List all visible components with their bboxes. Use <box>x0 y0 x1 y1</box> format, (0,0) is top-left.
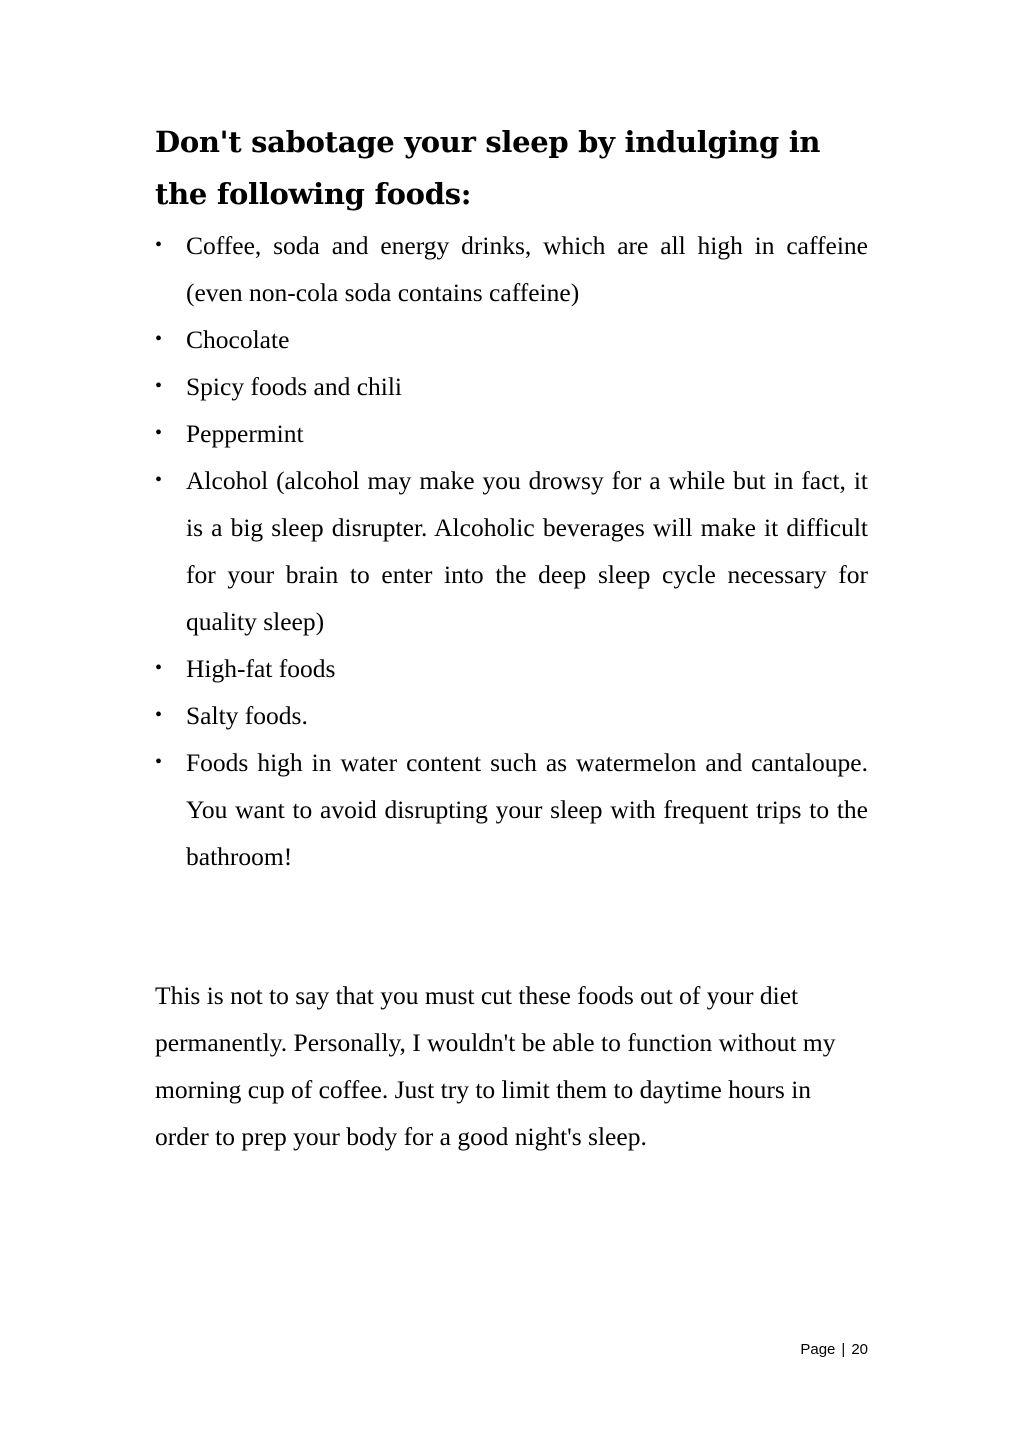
list-item-text: Peppermint <box>186 419 304 448</box>
page-number-footer <box>800 1340 868 1360</box>
list-item-text: High-fat foods <box>186 654 336 683</box>
footer-separator: | <box>841 1341 846 1358</box>
bullet-icon: • <box>155 234 163 256</box>
list-item <box>155 363 868 410</box>
bullet-icon: • <box>155 328 163 350</box>
list-item <box>155 645 868 692</box>
list-item <box>155 316 868 363</box>
list-item-text: Chocolate <box>186 325 290 354</box>
list-item-text: Salty foods. <box>186 701 308 730</box>
list-item-text: Alcohol (alcohol may make you drowsy for a while but in fact, it is a big sleep disrupter. Alcoholic beverages will make it difficult for your brain to enter into the deep sleep cycle necessary for quality sleep) <box>186 466 868 636</box>
list-item <box>155 457 868 645</box>
bullet-icon: • <box>155 422 163 444</box>
bullet-icon: • <box>155 704 163 726</box>
bullet-icon: • <box>155 657 163 679</box>
body-paragraph: This is not to say that you must cut these foods out of your diet permanently. Personally, I wouldn't be able to function without my morning cup of coffee. Just try to limit them to daytime hours in order to prep your body for a good night's sleep. <box>155 981 836 1151</box>
page-label: Page <box>800 1341 836 1358</box>
list-item <box>155 410 868 457</box>
list-item-text: Foods high in water content such as watermelon and cantaloupe. You want to avoid disrupting your sleep with frequent trips to the bathroom! <box>186 748 868 871</box>
bullet-icon: • <box>155 751 163 773</box>
bullet-icon: • <box>155 469 163 491</box>
list-item <box>155 222 868 316</box>
section-heading: Don't sabotage your sleep by indulging in the following foods: <box>155 125 821 211</box>
list-item <box>155 739 868 880</box>
list-item <box>155 692 868 739</box>
page-number: 20 <box>851 1341 868 1358</box>
list-item-text: Spicy foods and chili <box>186 372 403 401</box>
foods-to-avoid-list <box>155 222 868 880</box>
list-item-text: Coffee, soda and energy drinks, which are all high in caffeine (even non-cola soda contains caffeine) <box>186 231 868 307</box>
bullet-icon: • <box>155 375 163 397</box>
